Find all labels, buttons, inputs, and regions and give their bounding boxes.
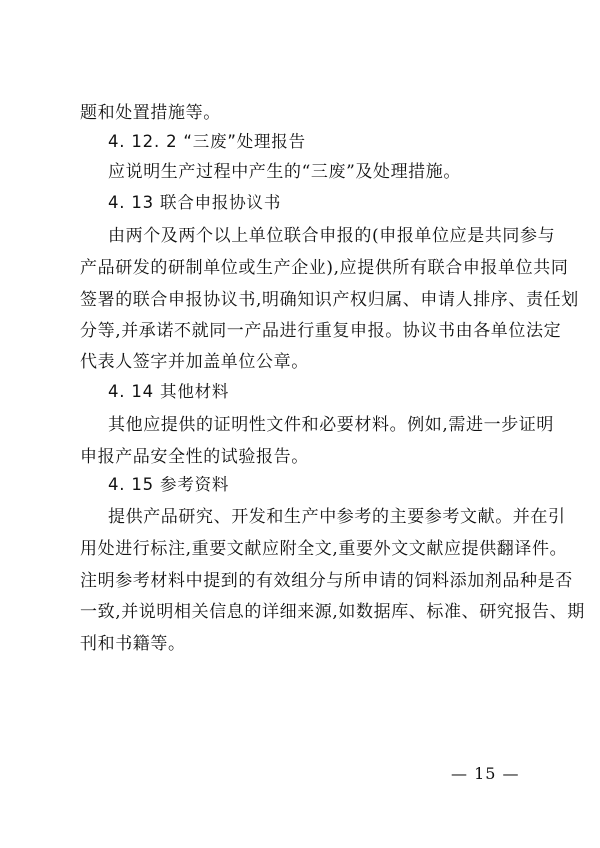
section-heading-4-14: 4. 14 其他材料 — [108, 382, 230, 401]
paragraph-line: 刊和书籍等。 — [80, 634, 186, 654]
paragraph-line: 应说明生产过程中产生的“三废”及处理措施。 — [108, 162, 461, 182]
paragraph-line: 由两个及两个以上单位联合申报的(申报单位应是共同参与 — [108, 226, 556, 246]
section-heading-4-13: 4. 13 联合申报协议书 — [108, 193, 282, 212]
section-heading-4-15: 4. 15 参考资料 — [108, 475, 230, 494]
paragraph-line: 一致,并说明相关信息的详细来源,如数据库、标准、研究报告、期 — [80, 602, 585, 622]
paragraph-line: 代表人签字并加盖单位公章。 — [80, 352, 309, 372]
paragraph-line: 申报产品安全性的试验报告。 — [80, 447, 309, 467]
paragraph-line: 题和处置措施等。 — [80, 103, 221, 123]
paragraph-line: 分等,并承诺不就同一产品进行重复申报。协议书由各单位法定 — [80, 321, 562, 341]
section-heading-4-12-2: 4. 12. 2 “三废”处理报告 — [108, 132, 306, 151]
paragraph-line: 用处进行标注,重要文献应附全文,重要外文文献应提供翻译件。 — [80, 539, 568, 559]
paragraph-line: 其他应提供的证明性文件和必要材料。例如,需进一步证明 — [108, 415, 555, 435]
page-number: — 15 — — [451, 764, 520, 783]
paragraph-line: 签署的联合申报协议书,明确知识产权归属、申请人排序、责任划 — [80, 290, 579, 310]
paragraph-line: 提供产品研究、开发和生产中参考的主要参考文献。并在引 — [108, 507, 566, 527]
paragraph-line: 产品研发的研制单位或生产企业),应提供所有联合申报单位共同 — [80, 258, 569, 278]
paragraph-line: 注明参考材料中提到的有效组分与所申请的饲料添加剂品种是否 — [80, 571, 573, 591]
